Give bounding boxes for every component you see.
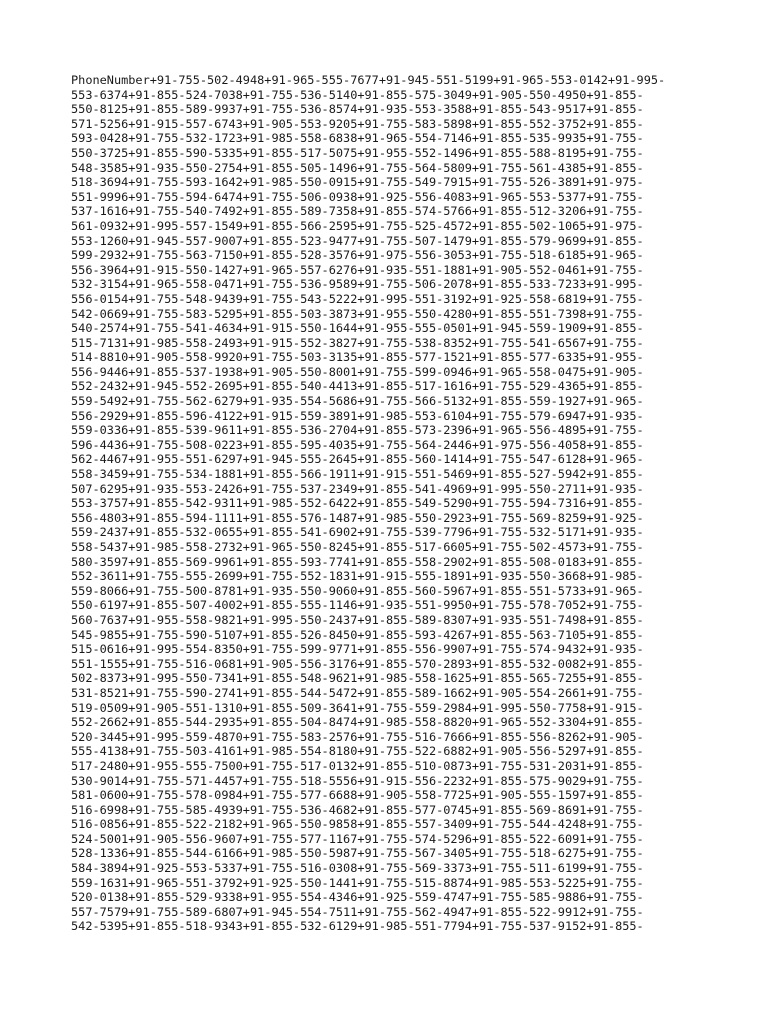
text-line: 551-9996+91-755-594-6474+91-755-506-0938+91-925-556-4083+91-965-553-5377+91-755- — [71, 189, 644, 204]
text-line: 518-3694+91-755-593-1642+91-985-550-0915+91-755-549-7915+91-755-526-3891+91-975- — [71, 175, 644, 190]
text-line: 556-2929+91-855-596-4122+91-915-559-3891+91-985-553-6104+91-755-579-6947+91-935- — [71, 408, 644, 423]
text-line: 561-0932+91-995-557-1549+91-855-566-2595+91-755-525-4572+91-855-502-1065+91-975- — [71, 218, 644, 233]
text-line: 559-1631+91-965-551-3792+91-925-550-1441+91-755-515-8874+91-985-553-5225+91-755- — [71, 875, 644, 890]
text-line: 528-1336+91-855-544-6166+91-985-550-5987+91-755-567-3405+91-755-518-6275+91-755- — [71, 846, 644, 861]
text-line: 599-2932+91-755-563-7150+91-855-528-3576+91-975-556-3053+91-755-518-6185+91-965- — [71, 248, 644, 263]
text-line: 542-0669+91-755-583-5295+91-855-503-3873+91-955-550-4280+91-855-551-7398+91-755- — [71, 306, 644, 321]
text-line: 515-0616+91-995-554-8350+91-755-599-9771+91-855-556-9907+91-755-574-9432+91-935- — [71, 642, 644, 657]
text-line: 553-3757+91-855-542-9311+91-985-552-6422+91-855-549-5290+91-755-594-7316+91-855- — [71, 496, 644, 511]
text-line: 581-0600+91-755-578-0984+91-755-577-6688+91-905-558-7725+91-905-555-1597+91-855- — [71, 788, 644, 803]
text-line: 550-3725+91-855-590-5335+91-855-517-5075+91-955-552-1496+91-855-588-8195+91-755- — [71, 145, 644, 160]
text-line: 560-7637+91-955-558-9821+91-995-550-2437+91-855-589-8307+91-935-551-7498+91-855- — [71, 612, 644, 627]
text-line: 515-7131+91-985-558-2493+91-915-552-3827+91-755-538-8352+91-755-541-6567+91-755- — [71, 335, 644, 350]
text-line: 514-8810+91-905-558-9920+91-755-503-3135+91-855-577-1521+91-855-577-6335+91-955- — [71, 350, 644, 365]
text-line: 552-2432+91-945-552-2695+91-855-540-4413+91-855-517-1616+91-755-529-4365+91-855- — [71, 379, 644, 394]
text-line: 537-1616+91-755-540-7492+91-855-589-7358+91-855-574-5766+91-855-512-3206+91-755- — [71, 204, 644, 219]
text-line: 550-8125+91-855-589-9937+91-755-536-8574+91-935-553-3588+91-855-543-9517+91-855- — [71, 102, 644, 117]
text-line: 507-6295+91-935-553-2426+91-755-537-2349+91-855-541-4969+91-995-550-2711+91-935- — [71, 481, 644, 496]
text-line: 584-3894+91-925-553-5337+91-755-516-0308+91-755-569-3373+91-755-511-6199+91-755- — [71, 861, 644, 876]
text-line: 531-8521+91-755-590-2741+91-855-544-5472+91-855-589-1662+91-905-554-2661+91-755- — [71, 685, 644, 700]
text-line: 553-6374+91-855-524-7038+91-755-536-5140+91-855-575-3049+91-905-550-4950+91-855- — [71, 87, 644, 102]
text-line: 517-2480+91-955-555-7500+91-755-517-0132+91-855-510-0873+91-755-531-2031+91-855- — [71, 758, 644, 773]
text-line: 502-8373+91-995-550-7341+91-855-548-9621+91-985-558-1625+91-855-565-7255+91-855- — [71, 671, 644, 686]
text-line: 571-5256+91-915-557-6743+91-905-553-9205+91-755-583-5898+91-855-552-3752+91-855- — [71, 116, 644, 131]
text-line: 556-3964+91-915-550-1427+91-965-557-6276+91-935-551-1881+91-905-552-0461+91-755- — [71, 262, 644, 277]
text-line: 520-0138+91-855-529-9338+91-955-554-4346+91-925-559-4747+91-755-585-9886+91-755- — [71, 890, 644, 905]
text-line: PhoneNumber+91-755-502-4948+91-965-555-7677+91-945-551-5199+91-965-553-0142+91-995- — [71, 73, 666, 87]
text-line: 516-0856+91-855-522-2182+91-965-550-9858+91-855-557-3409+91-755-544-4248+91-755- — [71, 817, 644, 832]
text-line: 562-4467+91-955-551-6297+91-945-555-2645+91-855-560-1414+91-755-547-6128+91-965- — [71, 452, 644, 467]
text-line: 540-2574+91-755-541-4634+91-915-550-1644+91-955-555-0501+91-945-559-1909+91-855- — [71, 321, 644, 336]
text-line: 524-5001+91-905-556-9607+91-755-577-1167+91-755-574-5296+91-855-522-6091+91-755- — [71, 831, 644, 846]
text-line: 559-8066+91-755-500-8781+91-935-550-9060+91-855-560-5967+91-855-551-5733+91-965- — [71, 583, 644, 598]
text-line: 596-4436+91-755-508-0223+91-855-595-4035+91-755-564-2446+91-975-556-4058+91-855- — [71, 437, 644, 452]
text-line: 593-0428+91-755-532-1723+91-985-558-6838+91-965-554-7146+91-855-535-9935+91-755- — [71, 131, 644, 146]
text-line: 559-5492+91-755-562-6279+91-935-554-5686+91-755-566-5132+91-855-559-1927+91-965- — [71, 394, 644, 409]
text-line: 532-3154+91-965-558-0471+91-755-536-9589+91-755-506-2078+91-855-533-7233+91-995- — [71, 277, 644, 292]
text-line: 580-3597+91-855-569-9961+91-855-593-7741+91-855-558-2902+91-855-508-0183+91-855- — [71, 554, 644, 569]
text-line: 558-5437+91-985-558-2732+91-965-550-8245+91-855-517-6605+91-755-502-4573+91-755- — [71, 540, 644, 554]
text-line: 519-0509+91-905-551-1310+91-855-509-3641+91-755-559-2984+91-995-550-7758+91-915- — [71, 700, 644, 715]
text-line: 548-3585+91-935-550-2754+91-855-505-1496+91-755-564-5809+91-755-561-4385+91-855- — [71, 160, 644, 175]
text-line: 550-6197+91-855-507-4002+91-855-555-1146+91-935-551-9950+91-755-578-7052+91-755- — [71, 598, 644, 613]
text-line: 555-4138+91-755-503-4161+91-985-554-8180+91-755-522-6882+91-905-556-5297+91-855- — [71, 744, 644, 759]
text-line: 542-5395+91-855-518-9343+91-855-532-6129+91-985-551-7794+91-755-537-9152+91-855- — [71, 919, 644, 934]
document-text-body — [71, 73, 711, 934]
text-line: 556-9446+91-855-537-1938+91-905-550-8001+91-755-599-0946+91-965-558-0475+91-905- — [71, 364, 644, 379]
text-line: 556-4803+91-855-594-1111+91-855-576-1487+91-985-550-2923+91-755-569-8259+91-925- — [71, 510, 644, 525]
text-line: 552-3611+91-755-555-2699+91-755-552-1831+91-915-555-1891+91-935-550-3668+91-985- — [71, 569, 644, 584]
text-line: 545-9855+91-755-590-5107+91-855-526-8450+91-855-593-4267+91-855-563-7105+91-855- — [71, 627, 644, 642]
text-line: 557-7579+91-755-589-6807+91-945-554-7511+91-755-562-4947+91-855-522-9912+91-755- — [71, 904, 644, 919]
text-line: 559-2437+91-855-532-0655+91-855-541-6902+91-755-539-7796+91-755-532-5171+91-935- — [71, 525, 644, 540]
text-line: 558-3459+91-755-534-1881+91-855-566-1911+91-915-551-5469+91-855-527-5942+91-855- — [71, 467, 644, 482]
text-line: 553-1260+91-945-557-9007+91-855-523-9477+91-755-507-1479+91-855-579-9699+91-855- — [71, 233, 644, 248]
text-line: 530-9014+91-755-571-4457+91-755-518-5556+91-915-556-2232+91-855-575-9029+91-755- — [71, 773, 644, 788]
text-line: 551-1555+91-755-516-0681+91-905-556-3176+91-855-570-2893+91-855-532-0082+91-855- — [71, 656, 644, 671]
text-line: 552-2662+91-855-544-2935+91-855-504-8474+91-985-558-8820+91-965-552-3304+91-855- — [71, 715, 644, 730]
text-line: 559-0336+91-855-539-9611+91-855-536-2704+91-855-573-2396+91-965-556-4895+91-755- — [71, 423, 644, 438]
text-line: 520-3445+91-995-559-4870+91-755-583-2576+91-755-516-7666+91-855-556-8262+91-905- — [71, 729, 644, 744]
text-line: 556-0154+91-755-548-9439+91-755-543-5222+91-995-551-3192+91-925-558-6819+91-755- — [71, 291, 644, 306]
text-line: 516-6998+91-755-585-4939+91-755-536-4682+91-855-577-0745+91-855-569-8691+91-755- — [71, 802, 644, 817]
